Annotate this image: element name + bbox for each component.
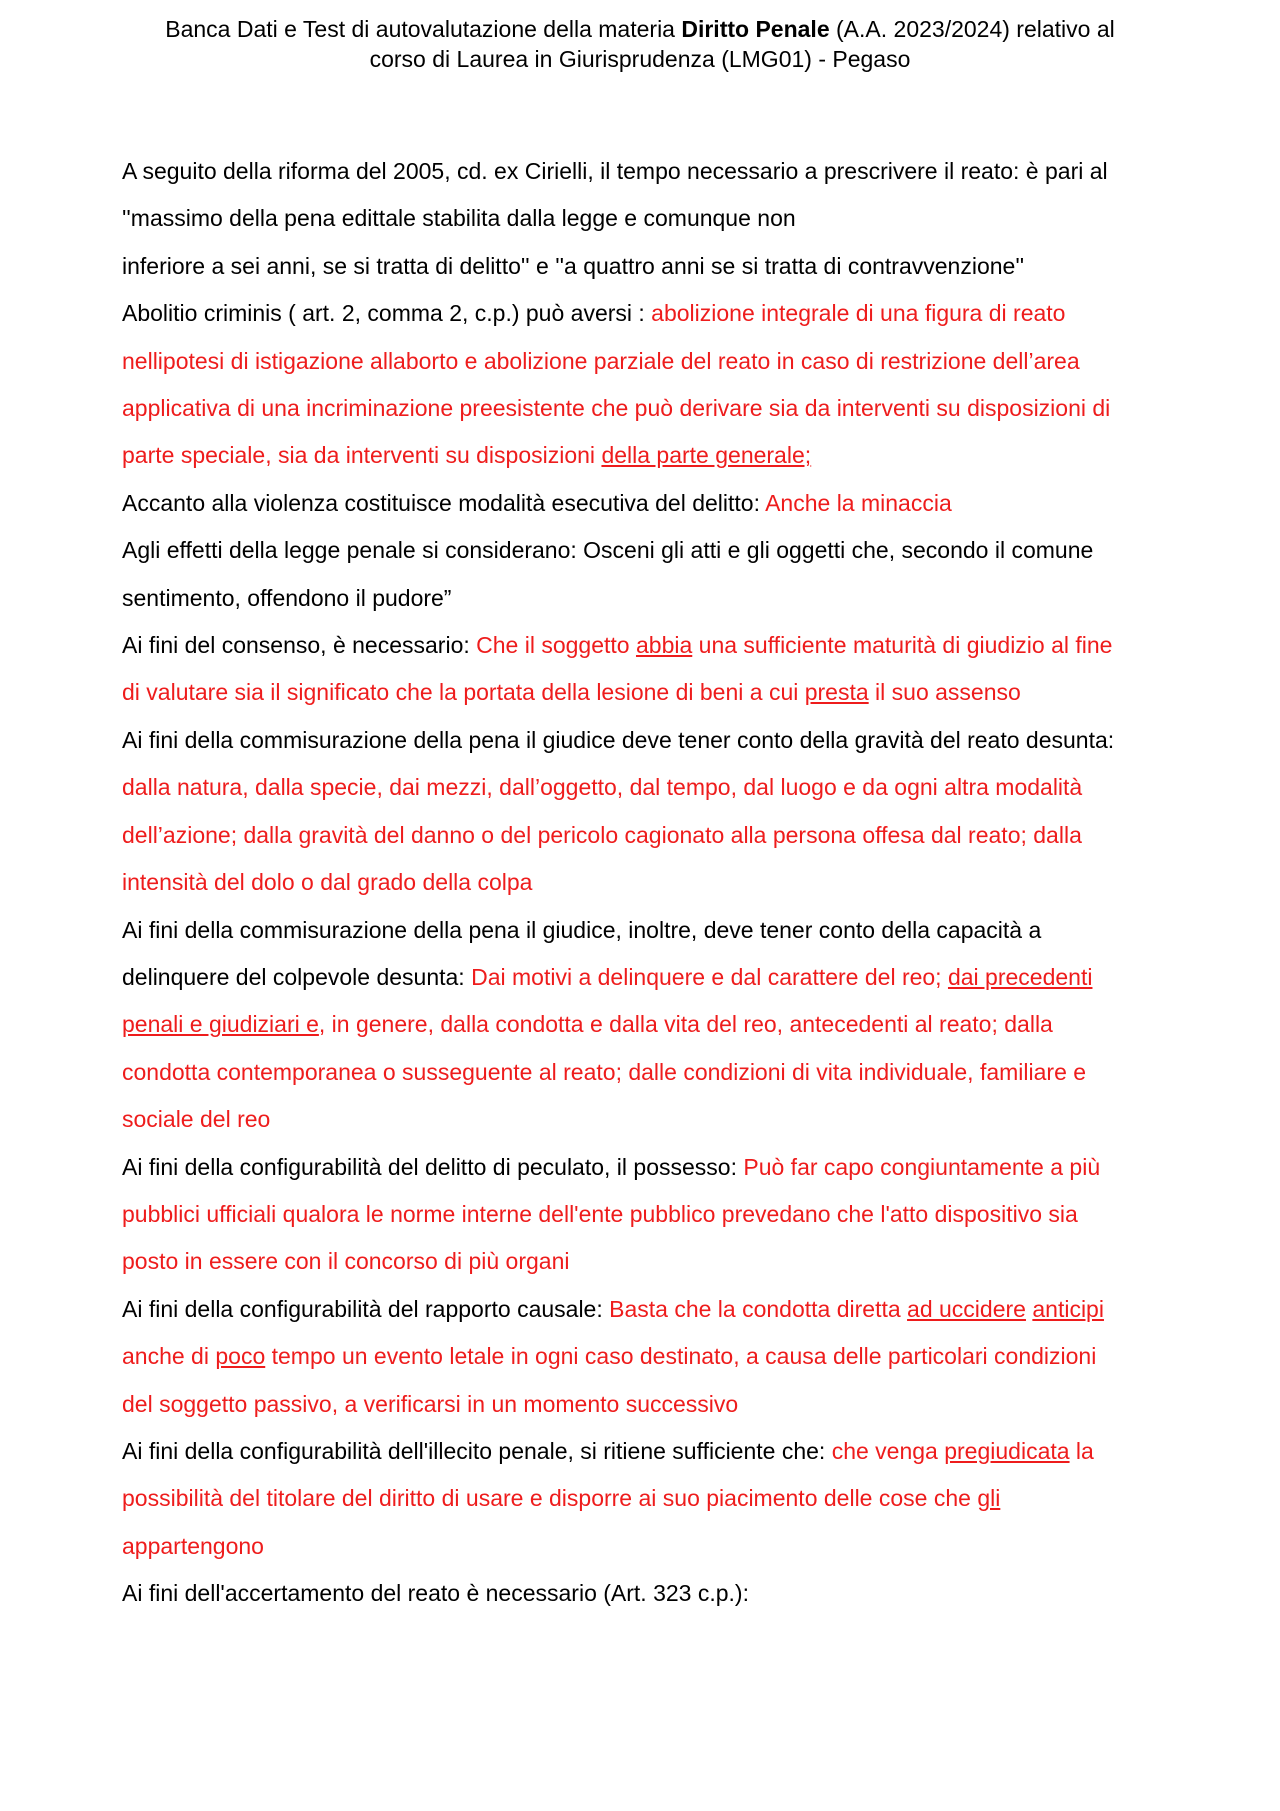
answer-text: Basta che la condotta diretta xyxy=(609,1295,908,1322)
answer-text: tempo un evento letale in ogni caso destinato, a causa delle particolari condizioni xyxy=(265,1343,1097,1370)
question-text: sentimento, offendono il pudore” xyxy=(122,584,452,611)
answer-text: Può far capo congiuntamente a più xyxy=(743,1153,1101,1180)
text-line xyxy=(122,385,1162,432)
text-line xyxy=(122,527,1162,574)
question-text: Ai fini della commisurazione della pena il giudice deve tener conto della gravità del reato desunta: xyxy=(122,726,1115,753)
text-line xyxy=(122,1191,1162,1238)
text-line xyxy=(122,432,1162,479)
answer-text: del soggetto passivo, a verificarsi in un momento successivo xyxy=(122,1390,739,1417)
header-text: Banca Dati e Test di autovalutazione della materia xyxy=(165,16,682,42)
answer-text: posto in essere con il concorso di più organi xyxy=(122,1248,570,1275)
header-text: (A.A. 2023/2024) relativo al xyxy=(829,16,1115,42)
text-line xyxy=(122,243,1162,290)
subject-name: Diritto Penale xyxy=(681,16,830,42)
answer-text: dalla natura, dalla specie, dai mezzi, dall’oggetto, dal tempo, dal luogo e da ogni altra modalità xyxy=(122,774,1083,801)
text-line xyxy=(122,1096,1162,1143)
answer-text: sociale del reo xyxy=(122,1106,271,1133)
text-line xyxy=(122,1144,1162,1191)
text-line xyxy=(122,290,1162,337)
question-text: Accanto alla violenza costituisce modalità esecutiva del delitto: xyxy=(122,489,766,516)
text-line xyxy=(122,1475,1162,1522)
text-line xyxy=(122,717,1162,764)
answer-text: che venga xyxy=(831,1437,945,1464)
text-line xyxy=(122,1428,1162,1475)
text-line xyxy=(122,1523,1162,1570)
answer-text: Anche la minaccia xyxy=(765,489,952,516)
answer-text: poco xyxy=(215,1343,266,1370)
answer-text: una sufficiente maturità di giudizio al fine xyxy=(692,632,1113,659)
answer-text: anticipi xyxy=(1032,1295,1104,1322)
question-text: Ai fini della configurabilità del rapporto causale: xyxy=(122,1295,610,1322)
text-line xyxy=(122,480,1162,527)
answer-text: , in genere, dalla condotta e dalla vita del reo, antecedenti al reato; dalla xyxy=(318,1011,1053,1038)
answer-text: presta xyxy=(804,679,869,706)
answer-text: abolizione integrale di una figura di reato xyxy=(651,300,1066,327)
question-text: delinquere del colpevole desunta: xyxy=(122,963,472,990)
question-text: Ai fini dell'accertamento del reato è necessario (Art. 323 c.p.): xyxy=(122,1580,749,1607)
answer-text: anche di xyxy=(122,1343,216,1370)
header-line-1 xyxy=(0,14,1280,44)
answer-text: gli xyxy=(977,1485,1001,1512)
question-text: ''massimo della pena edittale stabilita dalla legge e comunque non xyxy=(122,205,796,232)
text-line xyxy=(122,669,1162,716)
question-text: Abolitio criminis ( art. 2, comma 2, c.p.) può aversi : xyxy=(122,300,652,327)
text-line xyxy=(122,764,1162,811)
question-text: Ai fini della configurabilità del delitto di peculato, il possesso: xyxy=(122,1153,744,1180)
answer-text: abbia xyxy=(635,632,693,659)
text-line xyxy=(122,1286,1162,1333)
text-line xyxy=(122,1333,1162,1380)
question-text: A seguito della riforma del 2005, cd. ex Cirielli, il tempo necessario a prescrivere il reato: è pari al xyxy=(122,158,1108,184)
answer-text: della parte generale; xyxy=(601,442,812,469)
question-text: inferiore a sei anni, se si tratta di delitto'' e ''a quattro anni se si tratta di contravvenzione'' xyxy=(122,252,1025,279)
answer-text: pregiudicata xyxy=(944,1437,1070,1464)
question-text: Agli effetti della legge penale si considerano: Osceni gli atti e gli oggetti che, secondo il comune xyxy=(122,537,1094,564)
answer-text: dai precedenti xyxy=(947,963,1093,990)
text-line xyxy=(122,907,1162,954)
answer-text: Che il soggetto xyxy=(476,632,636,659)
answer-text: dell’azione; dalla gravità del danno o del pericolo cagionato alla persona offesa dal reato; dalla xyxy=(122,821,1082,848)
answer-text: la xyxy=(1069,1437,1094,1464)
text-line xyxy=(122,859,1162,906)
text-line xyxy=(122,1049,1162,1096)
header-line-2: corso di Laurea in Giurisprudenza (LMG01) - Pegaso xyxy=(369,46,911,72)
text-line xyxy=(122,1238,1162,1285)
answer-text: ad uccidere xyxy=(907,1295,1026,1322)
text-line xyxy=(122,338,1162,385)
document-header xyxy=(0,14,1280,74)
question-text: Ai fini della commisurazione della pena il giudice, inoltre, deve tener conto della capacità a xyxy=(122,916,1042,943)
text-line xyxy=(122,1570,1162,1617)
answer-text: penali e giudiziari e xyxy=(122,1011,319,1038)
text-line xyxy=(122,195,1162,242)
question-text: Ai fini del consenso, è necessario: xyxy=(122,632,477,659)
answer-text: applicativa di una incriminazione preesistente che può derivare sia da interventi su disposizioni di xyxy=(122,395,1111,422)
question-text: Ai fini della configurabilità dell'illecito penale, si ritiene sufficiente che: xyxy=(122,1437,832,1464)
text-line xyxy=(122,954,1162,1001)
answer-text: Dai motivi a delinquere e dal carattere del reo; xyxy=(471,963,948,990)
text-line xyxy=(122,148,1162,195)
answer-text: condotta contemporanea o susseguente al reato; dalle condizioni di vita individuale, familiare e xyxy=(122,1058,1087,1085)
answer-text: pubblici ufficiali qualora le norme interne dell'ente pubblico prevedano che l'atto dispositivo sia xyxy=(122,1200,1078,1227)
answer-text: intensità del dolo o dal grado della colpa xyxy=(122,869,533,896)
answer-text: nellipotesi di istigazione allaborto e abolizione parziale del reato in caso di restrizione dell’area xyxy=(122,347,1080,374)
text-line xyxy=(122,622,1162,669)
document-body xyxy=(122,148,1162,1618)
text-line xyxy=(122,812,1162,859)
answer-text: parte speciale, sia da interventi su disposizioni xyxy=(122,442,602,469)
text-line xyxy=(122,1001,1162,1048)
answer-text: possibilità del titolare del diritto di usare e disporre ai suo piacimento delle cose che xyxy=(122,1485,978,1512)
answer-text: il suo assenso xyxy=(868,679,1021,706)
text-line xyxy=(122,575,1162,622)
text-line xyxy=(122,1381,1162,1428)
answer-text: di valutare sia il significato che la portata della lesione di beni a cui xyxy=(122,679,805,706)
answer-text: appartengono xyxy=(122,1532,264,1559)
